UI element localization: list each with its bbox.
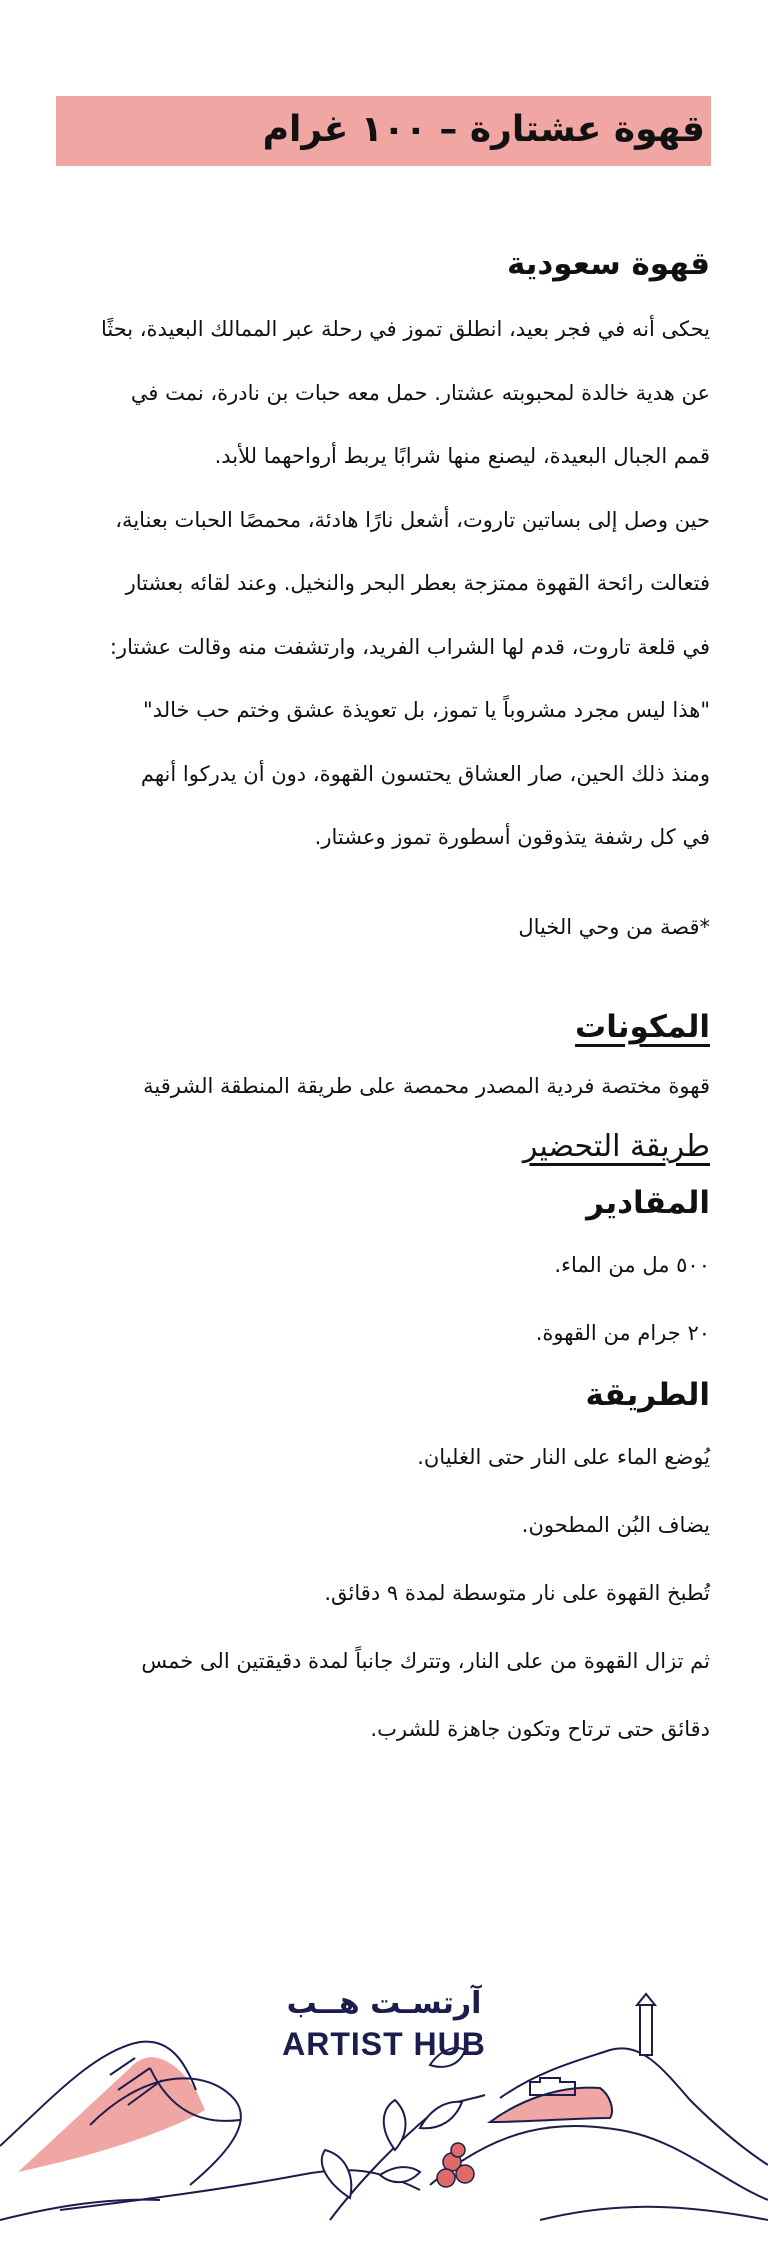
amount-item: ٥٠٠ مل من الماء. [554, 1252, 710, 1277]
method-step: يضاف البُن المطحون. [521, 1512, 710, 1537]
ingredients-text: قهوة مختصة فردية المصدر محمصة على طريقة المنطقة الشرقية [143, 1074, 710, 1098]
right-slope [430, 2126, 768, 2200]
coffee-branch-icon [330, 2095, 485, 2220]
coffee-cherry-icon [437, 2169, 455, 2187]
amounts-heading: المقادير [586, 1184, 710, 1221]
story-note: *قصة من وحي الخيال [518, 914, 710, 939]
content [58, 236, 710, 1763]
amount-item: ٢٠ جرام من القهوة. [535, 1320, 710, 1345]
logo-english: ARTIST HUB [282, 2026, 486, 2062]
footer [0, 1950, 768, 2250]
coffee-cherry-icon [451, 2143, 465, 2157]
story-line: عن هدية خالدة لمحبوبته عشتار. حمل معه حبات بن نادرة، نمت في [130, 380, 710, 405]
method-step: تُطبخ القهوة على نار متوسطة لمدة ٩ دقائق. [324, 1580, 710, 1605]
preparation-heading: طريقة التحضير [522, 1128, 710, 1164]
story-line: في كل رشفة يتذوقون أسطورة تموز وعشتار. [314, 825, 710, 849]
story-heading: قهوة سعودية [506, 246, 710, 282]
story-line: "هذا ليس مجرد مشروباً يا تموز، بل تعويذة عشق وختم حب خالد" [143, 698, 710, 722]
coffee-cherry-icon [456, 2165, 474, 2183]
story-line: قمم الجبال البعيدة، ليصنع منها شرابًا يربط أرواحهما للأبد. [214, 444, 710, 468]
method-step: دقائق حتى ترتاح وتكون جاهزة للشرب. [370, 1716, 710, 1741]
method-heading: الطريقة [585, 1376, 710, 1413]
story-line: حين وصل إلى بساتين تاروت، أشعل نارًا هادئة، محمصًا الحبات بعناية، [115, 507, 710, 532]
method-step: ثم تزال القهوة من على النار، وتترك جانباً لمدة دقيقتين الى خمس [141, 1648, 710, 1673]
story-line: ومنذ ذلك الحين، صار العشاق يحتسون القهوة، دون أن يدركوا أنهم [140, 761, 710, 786]
story-line: في قلعة تاروت، قدم لها الشراب الفريد، وارتشفت منه وقالت عشتار: [109, 634, 710, 659]
logo-arabic: آرتسـت هــب [286, 1986, 482, 2021]
story-line: يحكى أنه في فجر بعيد، انطلق تموز في رحلة عبر الممالك البعيدة، بحثًا [100, 317, 710, 341]
method-step: يُوضع الماء على النار حتى الغليان. [417, 1444, 710, 1469]
page-title: قهوة عشتارة – ١٠٠ غرام [262, 109, 705, 150]
left-ground [0, 2200, 160, 2220]
right-ground [540, 2207, 768, 2220]
ingredients-heading: المكونات [575, 1009, 710, 1045]
title-banner [56, 96, 711, 166]
story-line: فتعالت رائحة القهوة ممتزجة بعطر البحر والنخيل. وعند لقائه بعشتار [125, 571, 710, 595]
